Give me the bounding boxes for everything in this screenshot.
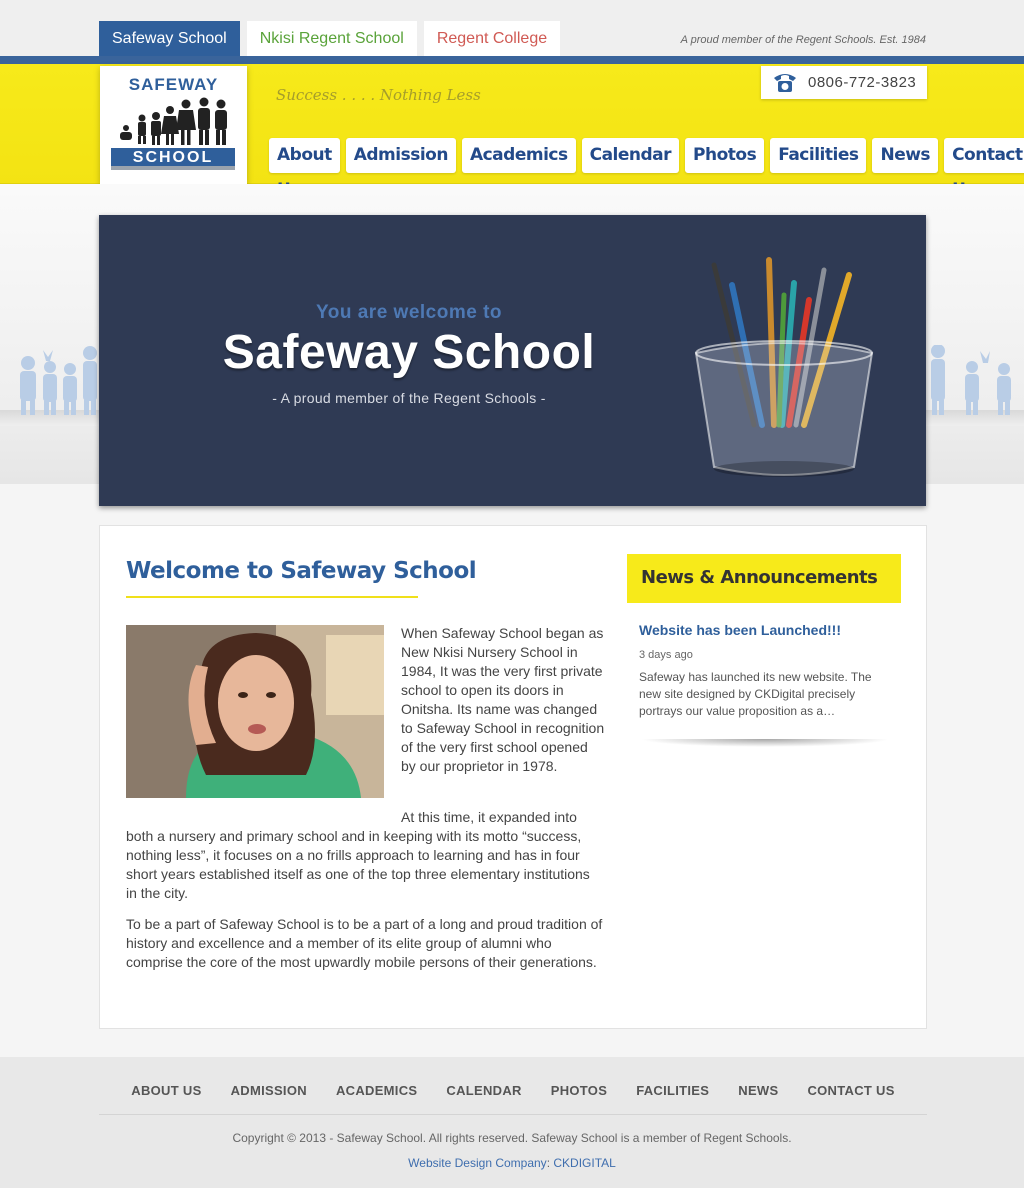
credit-separator: : — [546, 1156, 554, 1170]
welcome-title: Welcome to Safeway School — [126, 558, 477, 584]
news-item-excerpt: Safeway has launched its new website. The new site designed by CKDigital precisely portrays our value proposition as a… — [639, 670, 872, 718]
footer-link-admission[interactable]: ADMISSION — [230, 1083, 307, 1098]
banner-welcome-text: You are welcome to — [315, 302, 503, 323]
footer-nav — [0, 1083, 1024, 1098]
pencil-cup-icon — [674, 255, 894, 485]
phone-number[interactable]: 0806-772-3823 — [808, 74, 917, 91]
welcome-paragraph-1: When Safeway School began as New Nkisi Nursery School in 1984, It was the very first private school to open its doors in Onitsha. Its name was changed to Safeway School in recognition of the very first school opened by our proprietor in 1978. — [401, 625, 605, 774]
telephone-icon — [771, 70, 799, 94]
title-underline — [126, 596, 418, 598]
school-logo[interactable] — [100, 66, 247, 184]
nav-news[interactable]: News — [872, 138, 938, 173]
school-motto: Success . . . . Nothing Less — [276, 86, 481, 104]
tab-nkisi-regent-school[interactable]: Nkisi Regent School — [247, 21, 417, 56]
banner-title: Safeway School — [222, 326, 596, 379]
footer-link-news[interactable]: NEWS — [738, 1083, 779, 1098]
footer-link-photos[interactable]: PHOTOS — [550, 1083, 608, 1098]
footer-link-about-us[interactable]: ABOUT US — [131, 1083, 202, 1098]
news-item-title[interactable]: Website has been Launched!!! — [639, 622, 841, 638]
welcome-banner — [99, 215, 926, 506]
nav-facilities[interactable]: Facilities — [770, 138, 866, 173]
logo-top-text: SAFEWAY — [128, 75, 219, 94]
nav-about-us[interactable]: About — [269, 138, 340, 173]
logo-bottom-text: SCHOOL — [111, 148, 235, 170]
nav-photos[interactable]: Photos — [685, 138, 764, 173]
design-credit — [0, 1156, 1024, 1170]
copyright-text: Copyright © 2013 - Safeway School. All rights reserved. Safeway School is a member of Regent Schools. — [232, 1131, 792, 1145]
children-silhouette-icon — [116, 96, 234, 146]
credit-name-link[interactable]: CKDIGITAL — [553, 1156, 616, 1170]
proprietor-photo — [126, 625, 384, 798]
tab-regent-college[interactable]: Regent College — [424, 21, 560, 56]
content-panel — [99, 525, 927, 1029]
banner-subtitle: - A proud member of the Regent Schools - — [272, 390, 546, 406]
top-tagline: A proud member of the Regent Schools. Est. 1984 — [680, 34, 926, 46]
footer-link-academics[interactable]: ACADEMICS — [335, 1083, 418, 1098]
footer-divider — [99, 1114, 927, 1115]
nav-calendar[interactable]: Calendar — [582, 138, 679, 173]
header-divider — [0, 56, 1024, 64]
news-shadow — [640, 739, 890, 747]
nav-contact-us[interactable]: Contact — [944, 138, 1024, 173]
credit-label-link[interactable]: Website Design Company — [408, 1156, 547, 1170]
school-tabs — [99, 21, 560, 56]
news-heading: News & Announcements — [641, 567, 878, 588]
footer-link-calendar[interactable]: CALENDAR — [446, 1083, 522, 1098]
welcome-paragraph-3: To be a part of Safeway School is to be a part of a long and proud tradition of history and excellence and a member of its elite group of alumni who comprise the core of the most upwardly mobile persons of their generations. — [126, 916, 603, 970]
welcome-paragraph-2: At this time, it expanded into both a nursery and primary school and in keeping with its motto “success, nothing less”, it focuses on a no frills approach to learning and has in four short years established itself as one of the top three elementary institutions in the city. — [126, 809, 590, 901]
news-item-date: 3 days ago — [639, 649, 693, 661]
footer-link-facilities[interactable]: FACILITIES — [636, 1083, 710, 1098]
kids-silhouette-right-icon — [928, 345, 1024, 415]
phone-box — [761, 66, 927, 99]
main-nav — [269, 138, 1024, 173]
nav-admission[interactable]: Admission — [346, 138, 456, 173]
kids-silhouette-left-icon — [8, 345, 98, 415]
tab-safeway-school[interactable]: Safeway School — [99, 21, 240, 56]
footer-link-contact-us[interactable]: CONTACT US — [807, 1083, 895, 1098]
news-heading-box — [627, 554, 901, 603]
nav-academics[interactable]: Academics — [462, 138, 576, 173]
